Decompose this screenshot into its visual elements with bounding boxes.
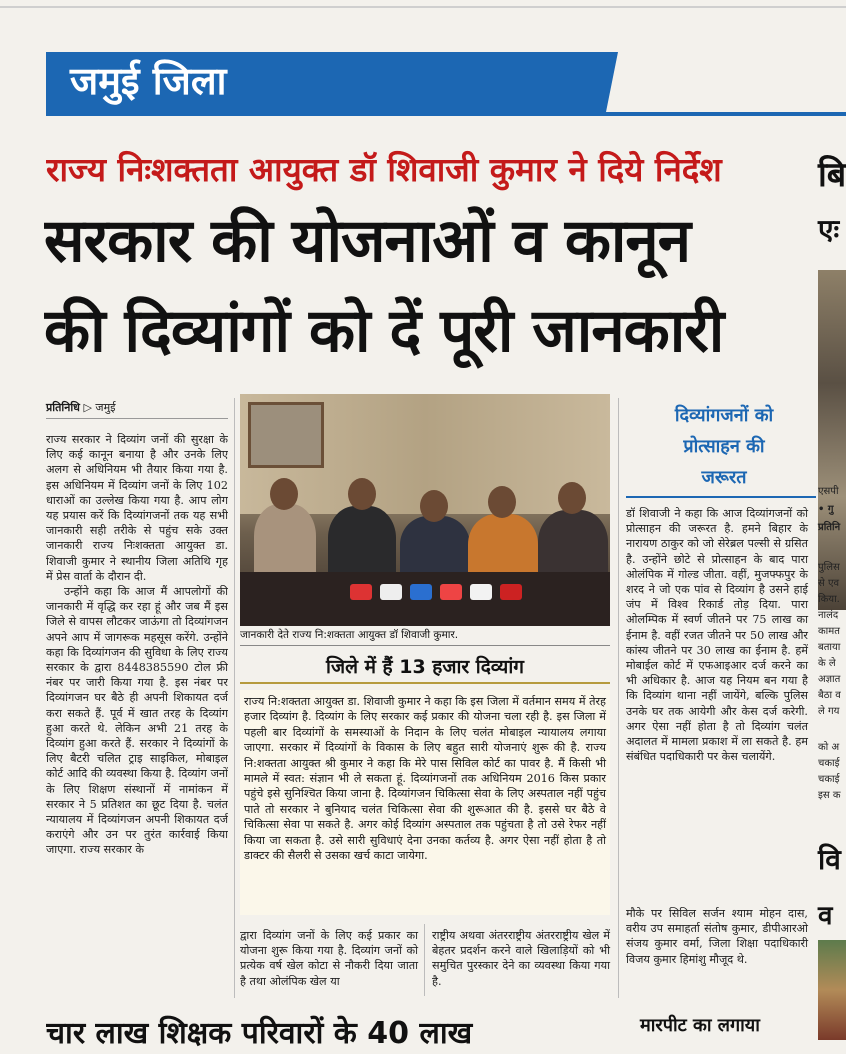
adjacent-text-line: ले गय — [818, 706, 840, 717]
person-head — [348, 478, 376, 510]
adjacent-caption: एसपी — [818, 486, 839, 497]
adjacent-headline-fragment: बि — [818, 155, 846, 195]
adjacent-headline-fragment: एः — [818, 213, 840, 246]
photo-frame — [248, 402, 324, 468]
column-divider — [618, 398, 619, 998]
section-title: जमुई जिला — [70, 59, 227, 103]
paragraph: राज्य सरकार ने दिव्यांग जनों की सुरक्षा के लिए कई कानून बनाया है और उनके लिए अलग से अधिनियम भी तैयार किया गया है. इस अधिनियम में दिव्यांग जनों के लिए 102 धाराओं का उल्लेख किया गया है. आप लोग यह प्रयास करें कि दिव्यांगजनों तक यह सभी जानकारी सही तरीके से पहुंच सके उक्त जानकारी राज्य निःशक्तता आयुक्त डा. शिवाजी कुमार ने स्थानीय जिला अतिथि गृह में प्रेस वार्ता के दौरान दी. — [46, 433, 228, 583]
adjacent-text-line: किया. — [818, 594, 840, 605]
adjacent-text-line: अज्ञात — [818, 674, 841, 685]
adjacent-text-line: नालंद — [818, 610, 839, 621]
adjacent-photo — [818, 940, 846, 1040]
article-column-2a: द्वारा दिव्यांग जनों के लिए कई प्रकार का योजना शुरू किया गया है. दिव्यांग जनों को प्रत्येक वर्ष खेल कोटा से नौकरी दिया जाता है तथा ओलंपिक खेल या — [240, 929, 418, 988]
column-divider — [424, 924, 425, 996]
adjacent-text-line: के ले — [818, 658, 836, 669]
byline-label: प्रतिनिधि — [46, 401, 80, 414]
adjacent-text-line: बैठा व — [818, 690, 841, 701]
article-column-2b: राष्ट्रीय अथवा अंतरराष्ट्रीय अंतरराष्ट्रीय खेल में बेहतर प्रदर्शन करने वाले खिलाड़ियों को भी समुचित पुरस्कार देने का व्यवस्था किया गया है. — [432, 929, 610, 988]
next-side-headline: मारपीट का लगाया — [640, 1015, 760, 1036]
adjacent-text-line: चकाई — [818, 758, 840, 769]
adjacent-photo — [818, 270, 846, 610]
headline-line-1: सरकार की योजनाओं व कानून — [44, 206, 691, 276]
microphone — [380, 584, 402, 600]
sidebar-column-text: डॉ शिवाजी ने कहा कि आज दिव्यांगजनों को प्रोत्साहन की जरूरत है. हमने बिहार के नारायण ठाकुर को जो सेरेब्रल पल्सी से ग्रसित है. उन्होंने छोटे से प्रोत्साहन के बाद पारा ओलंपिक में गोल्ड जीता. वहीं, मुजफ्फपुर के शरद ने जो एक पांव से दिव्यांग है उसने हाई जंप में विश्व रिकार्ड तोड़ दिया. पारा ओलम्पिक में स्वर्ण जीतने पर 75 लाख का ईनाम है. वहीं रजत जीतने पर 50 लाख और कांस्य जीतने पर 30 लाख का ईनाम है. हमें मोबाईल कोर्ट में एफआइआर दर्ज करने का भी अधिकार है. आज यह नियम बन गया है कि दिव्यांग थाना नहीं जायेंगे, बल्कि पुलिस उनके घर तक आयेगी और केस दर्ज करेगी. अगर ऐसा नहीं होता है तो दिव्यांग चलंत अदालत में मामला प्रकाश में ला सकते है. हम संबंधित पदाधिकारी पर केस चलायेंगे. — [626, 507, 808, 764]
adjacent-text-line: चकाई — [818, 774, 840, 785]
adjacent-label: प्रतिनि — [818, 522, 841, 533]
adjacent-text-line: बताया — [818, 642, 841, 653]
adjacent-text-line: इस क — [818, 790, 841, 801]
adjacent-text-line: पुलिस — [818, 562, 840, 573]
highlight-box-text: राज्य नि:शक्तता आयुक्त डा. शिवाजी कुमार ने कहा कि इस जिला में वर्तमान समय में तेरह हजार दिव्यांग है. दिव्यांग के लिए सरकार कई प्रकार की योजना चला रही है. इस जिला में पहली बार दिव्यांगों के समस्याओं के निदान के लिए चलंत मोबाइल न्यायालय लगाया जाएगा. सरकार में दिव्यांगों के विकास के लिए बहुत सारी योजनाएं शुरू की है. राज्य नि:शक्तता आयुक्त श्री कुमार ने कहा कि मेरे पास सिविल कोर्ट का पावर है. मैं किसी भी मामले में स्वत: संज्ञान भी ले सकता हूं. दिव्यांगजनों तक अधिनियम 2016 किस प्रकार पहुंचे इसे सुनिश्चित किया जाना है. दिव्यांगजन चिकित्सा सेवा के लिए अस्पताल नहीं पहुंच पाते तो सरकार ने बुनियाद चलंत चिकित्सा सेवा की शुरूआत की है. इससे घर बैठे वे चिकित्सा सेवा पा सकते है. अगर कोई दिव्यांग अस्पताल तक पहुंचता है तो उसे रेफर नहीं किया जा सकता है. उसे सारी सुविधाएं देना उनका कर्तव्य है. अगर ऐसा नहीं होता है तो डाक्टर की सैलरी से उसका खर्च काटा जायेगा. — [244, 695, 606, 863]
adjacent-text-line: कामत — [818, 626, 840, 637]
sidebar-heading-line: प्रोत्साहन की — [683, 436, 765, 457]
microphone — [410, 584, 432, 600]
top-rule — [0, 6, 846, 8]
person-head — [270, 478, 298, 510]
person-head — [420, 490, 448, 522]
microphone — [440, 584, 462, 600]
article-kicker: राज्य निःशक्तता आयुक्त डॉ शिवाजी कुमार ने दिये निर्देश — [46, 150, 722, 189]
photo-caption: जानकारी देते राज्य नि:शक्तता आयुक्त डॉ शिवाजी कुमार. — [240, 628, 610, 646]
adjacent-bullet: • गु — [818, 504, 834, 515]
attendees-text: मौके पर सिविल सर्जन श्याम मोहन दास, वरीय उप समाहर्ता संतोष कुमार, डीपीआरओ संजय कुमार वर्मा, जिला शिक्षा पदाधिकारी विजय कुमार हिमांशु मौजूद थे. — [626, 907, 808, 966]
byline — [46, 400, 228, 419]
sidebar-heading-line: जरूरत — [701, 467, 747, 488]
article-headline — [44, 196, 814, 376]
sidebar-rule — [626, 496, 818, 498]
adjacent-headline-fragment: वि — [818, 843, 841, 876]
microphone — [470, 584, 492, 600]
column-divider — [234, 398, 235, 998]
paragraph: उन्होंने कहा कि आज मैं आपलोगों की जानकारी में वृद्धि कर रहा हूं और जब मैं इस जिले से वापस लौटकर जाऊंगा तो दिव्यांगजन अपने आप में जागरूक महसूस करेंगे. उन्होंने कहा कि दिव्यांगजन की सुविधा के लिए राज्य सरकार के द्वारा 8448385590 टोल फ्री नंबर पर जारी किया गया है. इस नंबर पर दिव्यांगजन घर बैठे ही अपनी शिकायत दर्ज करा सकते हैं. पूर्व में खात तरह के दिव्यांग हुआ करते थे. लेकिन अभी 21 तरह के दिव्यांग हुआ करते हैं. सरकार ने दिव्यांगों के लिए बैटरी चलित ट्राइ साइकिल, मोबाइल कोर्ट आदि की व्यवस्था किया है. दिव्यांग जनों के लिए शिक्षण संस्थानों में नामांकन में सरकार ने 5 प्रतिशत का छूट दिया है. चलंत न्यायालय में दिव्यांगजन अपनी शिकायत दर्ज कराएंगे और उन पर तुरंत कार्रवाई किया जाएगा. राज्य सरकार के — [46, 585, 228, 857]
box-subhead: जिले में हैं 13 हजार दिव्यांग — [240, 652, 610, 684]
sidebar-heading — [626, 400, 822, 493]
press-conference-photo — [240, 394, 610, 626]
person-head — [558, 482, 586, 514]
person-head — [488, 486, 516, 518]
adjacent-text-line: को अ — [818, 742, 840, 753]
article-column-1 — [46, 432, 228, 992]
adjacent-headline-fragment: व — [818, 901, 833, 931]
adjacent-article-strip — [816, 140, 846, 1040]
section-rule — [46, 112, 846, 116]
byline-arrow-icon: ▷ — [83, 401, 96, 414]
microphone — [350, 584, 372, 600]
headline-line-2: की दिव्यांगों को दें पूरी जानकारी — [44, 296, 724, 366]
next-article-headline: चार लाख शिक्षक परिवारों के 40 लाख — [46, 1016, 473, 1051]
adjacent-text-line: से एव — [818, 578, 840, 589]
byline-place: जमुई — [95, 401, 116, 414]
sidebar-heading-line: दिव्यांगजनों को — [674, 405, 774, 426]
microphone — [500, 584, 522, 600]
